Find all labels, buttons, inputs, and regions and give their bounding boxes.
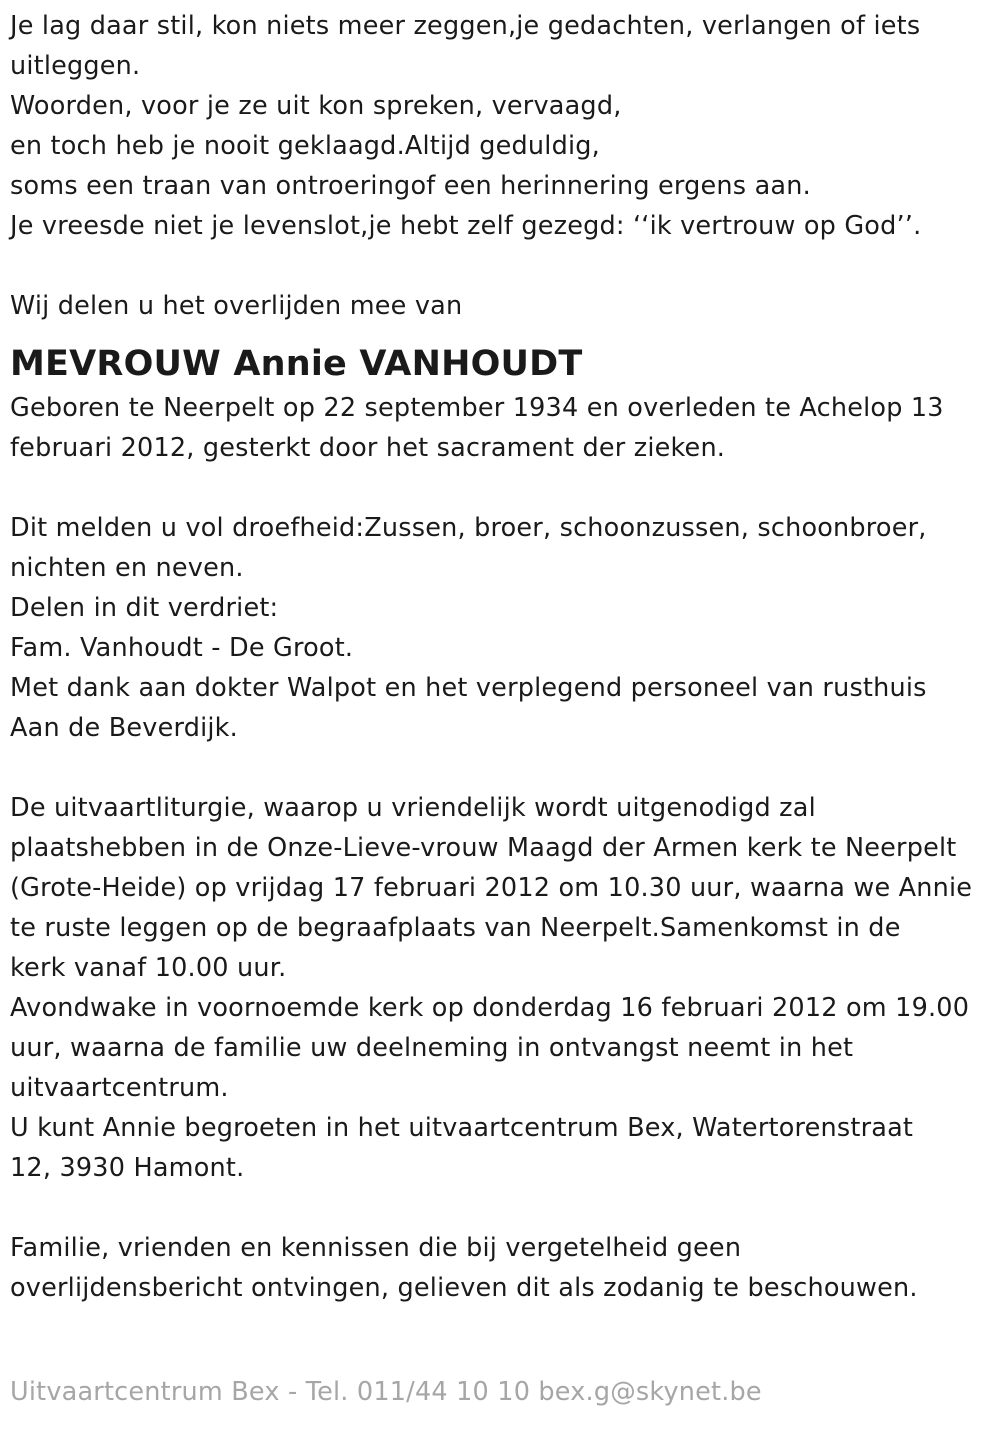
spacer (10, 246, 992, 286)
spacer (10, 748, 992, 788)
family-line: Delen in dit verdriet: (10, 593, 279, 623)
family-section (10, 508, 992, 748)
birth-death-line: Geboren te Neerpelt op 22 september 1934 en overleden te Achelop 13 (10, 393, 944, 423)
poem-section (10, 6, 992, 246)
funeral-section (10, 788, 992, 1188)
poem-line: soms een traan van ontroeringof een herinnering ergens aan. (10, 171, 811, 201)
spacer (10, 1188, 992, 1228)
family-line: Dit melden u vol droefheid:Zussen, broer, schoonzussen, schoonbroer, (10, 513, 927, 543)
funeral-line: U kunt Annie begroeten in het uitvaartcentrum Bex, Watertorenstraat (10, 1113, 914, 1143)
birth-death-line: februari 2012, gesterkt door het sacrament der zieken. (10, 433, 726, 463)
closing-line: overlijdensbericht ontvingen, gelieven dit als zodanig te beschouwen. (10, 1273, 918, 1303)
family-line: Met dank aan dokter Walpot en het verplegend personeel van rusthuis (10, 673, 927, 703)
funeral-line: te ruste leggen op de begraafplaats van Neerpelt.Samenkomst in de (10, 913, 901, 943)
funeral-line: Avondwake in voornoemde kerk op donderdag 16 februari 2012 om 19.00 (10, 993, 970, 1023)
poem-line: Je lag daar stil, kon niets meer zeggen,je gedachten, verlangen of iets (10, 11, 921, 41)
deceased-name: MEVROUW Annie VANHOUDT (10, 344, 583, 384)
family-line: Fam. Vanhoudt - De Groot. (10, 633, 354, 663)
poem-line: en toch heb je nooit geklaagd.Altijd geduldig, (10, 131, 600, 161)
closing-section (10, 1228, 992, 1308)
funeral-line: De uitvaartliturgie, waarop u vriendelijk wordt uitgenodigd zal (10, 793, 816, 823)
obituary-document (10, 6, 992, 1308)
announcement-intro: Wij delen u het overlijden mee van (10, 291, 463, 321)
poem-line: Je vreesde niet je levenslot,je hebt zelf gezegd: ‘‘ik vertrouw op God’’. (10, 211, 922, 241)
birth-death-section (10, 388, 992, 468)
family-line: nichten en neven. (10, 553, 244, 583)
closing-line: Familie, vrienden en kennissen die bij vergetelheid geen (10, 1233, 742, 1263)
poem-line: Woorden, voor je ze uit kon spreken, vervaagd, (10, 91, 622, 121)
funeral-line: kerk vanaf 10.00 uur. (10, 953, 287, 983)
family-line: Aan de Beverdijk. (10, 713, 238, 743)
footer-contact: Uitvaartcentrum Bex - Tel. 011/44 10 10 bex.g@skynet.be (10, 1377, 762, 1407)
funeral-line: (Grote-Heide) op vrijdag 17 februari 2012 om 10.30 uur, waarna we Annie (10, 873, 973, 903)
poem-line: uitleggen. (10, 51, 141, 81)
funeral-line: uitvaartcentrum. (10, 1073, 229, 1103)
funeral-line: plaatshebben in de Onze-Lieve-vrouw Maagd der Armen kerk te Neerpelt (10, 833, 957, 863)
funeral-line: uur, waarna de familie uw deelneming in ontvangst neemt in het (10, 1033, 854, 1063)
funeral-line: 12, 3930 Hamont. (10, 1153, 245, 1183)
spacer (10, 468, 992, 508)
